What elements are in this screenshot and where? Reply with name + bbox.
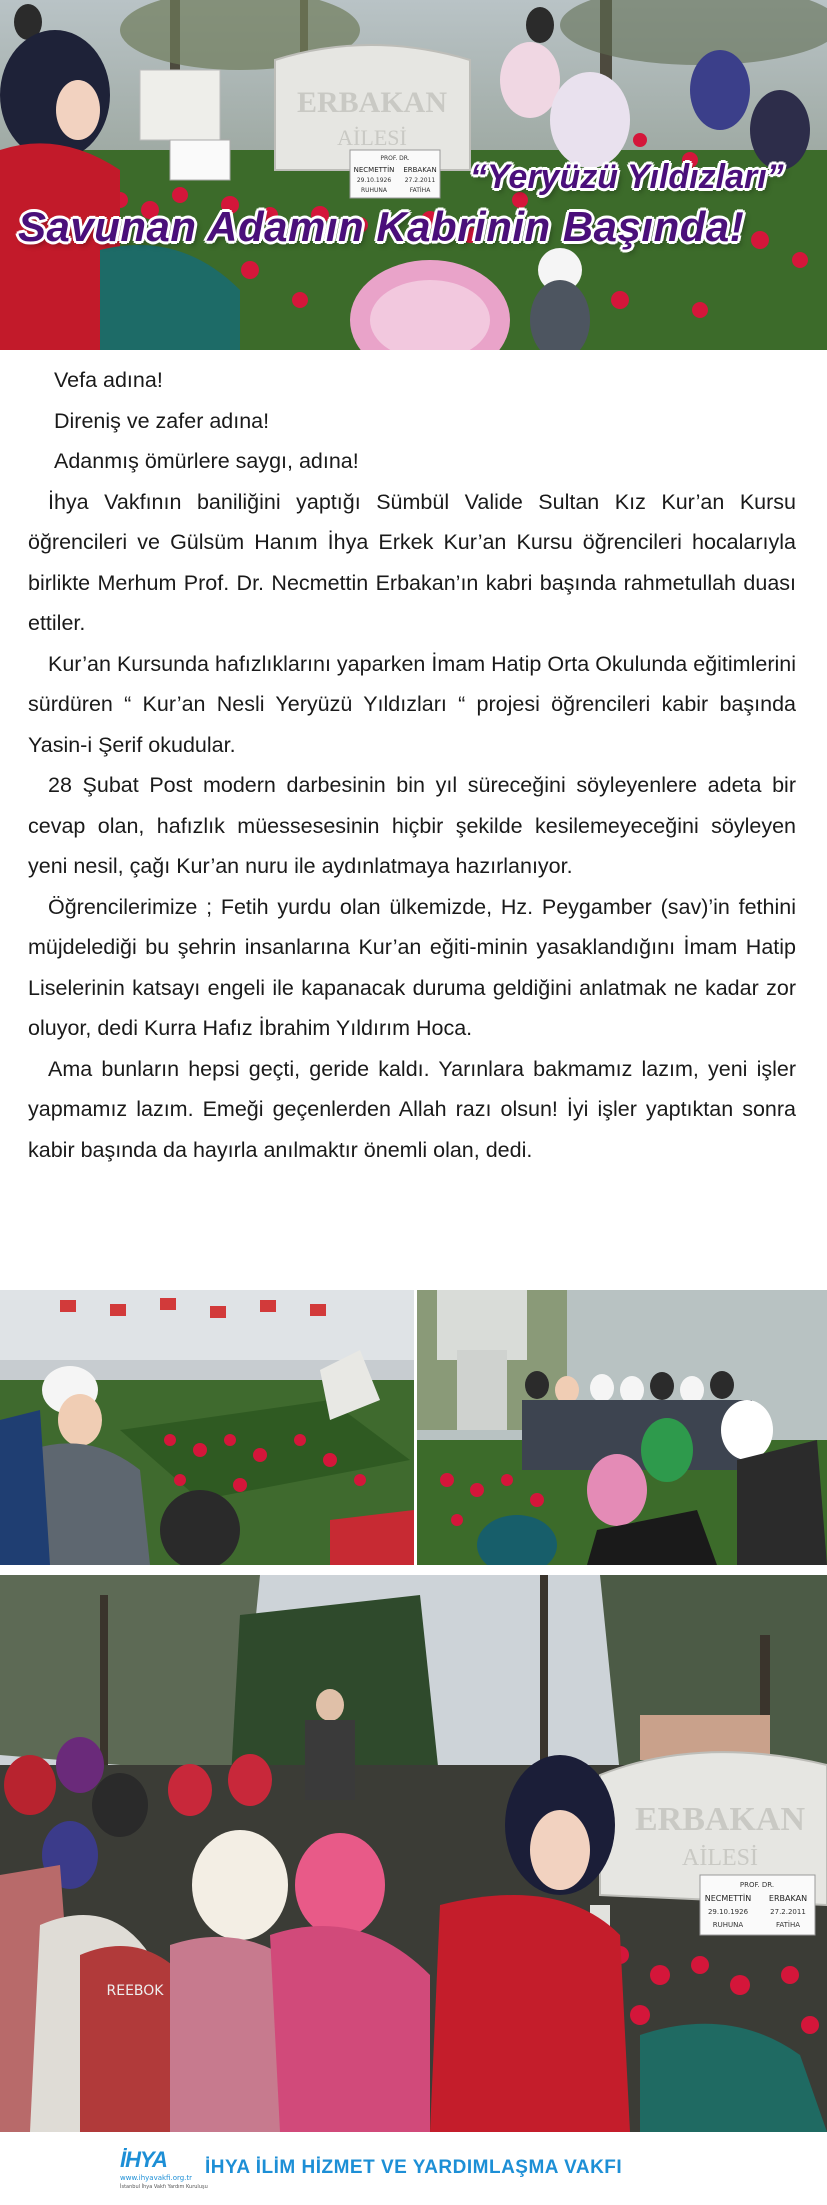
backpack-text: REEBOK <box>106 1983 164 1999</box>
paragraph-4: Öğrencilerimize ; Fetih yurdu olan ülkemizde, Hz. Peygamber (sav)’in fethini müjdelediği bu şehrin insanlarına Kur’an eğiti-minin yasaklandığını İmam Hatip Liselerinin katsayı engeli ile kapanacak duruma geldiğini anlatmak ne kadar zor oluyor, dedi Kurra Hafız İbrahim Yıldırım Hoca. <box>28 894 796 1040</box>
hero-photo <box>0 0 827 350</box>
hero-plaque-prof: PROF. DR. <box>380 155 410 162</box>
headline-line1: “Yeryüzü Yıldızları” <box>470 158 784 196</box>
bottom-tombstone-family: AİLESİ <box>682 1845 758 1871</box>
bottom-plaque-fatiha: FATİHA <box>775 1921 801 1929</box>
bottom-plaque-born: 29.10.1926 <box>707 1908 749 1916</box>
photo-students-left-scene <box>0 1290 414 1565</box>
slogan-2: Direniş ve zafer adına! <box>54 408 270 433</box>
photo-students-at-grave-scene <box>0 1575 827 2132</box>
bottom-tombstone-name: ERBAKAN <box>634 1801 806 1838</box>
photo-students-right-scene <box>417 1290 827 1565</box>
photo-students-right <box>417 1290 827 1565</box>
bottom-plaque-died: 27.2.2011 <box>770 1908 806 1916</box>
paragraph-2: Kur’an Kursunda hafızlıklarını yaparken İmam Hatip Orta Okulunda eğitimlerini sürdüren “ Kur’an Nesli Yeryüzü Yıldızları “ projesi öğrencileri kabir başında Yasin-i Şerif okudular. <box>28 651 796 757</box>
hero-plaque-name2: ERBAKAN <box>403 166 437 174</box>
paragraph-1: İhya Vakfının baniliğini yaptığı Sümbül Valide Sultan Kız Kur’an Kursu öğrencileri ve Gülsüm Hanım İhya Erkek Kur’an Kursu öğrencileri hocalarıyla birlikte Merhum Prof. Dr. Necmettin Erbakan’ın kabri başında rahmetullah duası ettiler. <box>28 489 796 635</box>
bottom-plaque-name1: NECMETTİN <box>704 1894 752 1903</box>
logo-tagline: İstanbul İhya Vakfı Yardım Kuruluşu <box>120 2184 208 2190</box>
hero-plaque-born: 29.10.1926 <box>356 177 392 184</box>
hero-tombstone-family: AİLESİ <box>337 125 407 150</box>
organization-name: İHYA İLİM HİZMET VE YARDIMLAŞMA VAKFI <box>205 2157 623 2178</box>
headline-line2: Savunan Adamın Kabrinin Başında! <box>18 203 745 250</box>
photo-students-at-grave <box>0 1575 827 2132</box>
paragraph-3: 28 Şubat Post modern darbesinin bin yıl süreceğini söyleyenlere adeta bir cevap olan, hafızlık müessesesinin hiçbir şekilde kesilemeyeceğini söyleyen yeni nesil, çağı Kur’an nuru ile aydınlatmaya hazırlanıyor. <box>28 773 796 878</box>
ihya-logo[interactable] <box>120 2147 208 2195</box>
logo-url[interactable]: www.ihyavakfi.org.tr <box>120 2174 193 2182</box>
bottom-plaque-prof: PROF. DR. <box>739 1881 775 1889</box>
hero-plaque-ruhuna: RUHUNA <box>360 187 388 194</box>
logo-word: İHYA <box>120 2147 167 2172</box>
hero-plaque-name1: NECMETTİN <box>353 166 395 174</box>
hero-plaque-died: 27.2.2011 <box>404 177 436 184</box>
hero-tombstone-name: ERBAKAN <box>296 86 448 119</box>
slogan-1: Vefa adına! <box>54 368 163 392</box>
bottom-plaque-name2: ERBAKAN <box>768 1894 808 1903</box>
footer <box>0 2135 827 2205</box>
photo-students-left <box>0 1290 414 1565</box>
slogan-3: Adanmış ömürlere saygı, adına! <box>54 449 359 473</box>
bottom-plaque-ruhuna: RUHUNA <box>712 1921 744 1929</box>
paragraph-5: Ama bunların hepsi geçti, geride kaldı. Yarınlara bakmamız lazım, yeni işler yapmamız lazım. Emeği geçenlerden Allah razı olsun! İyi işler yaptıktan sonra kabir başında da hayırla anılmaktır önemli olan, dedi. <box>28 1056 796 1162</box>
article-body <box>28 360 796 1170</box>
hero-plaque-fatiha: FATİHA <box>409 187 431 194</box>
